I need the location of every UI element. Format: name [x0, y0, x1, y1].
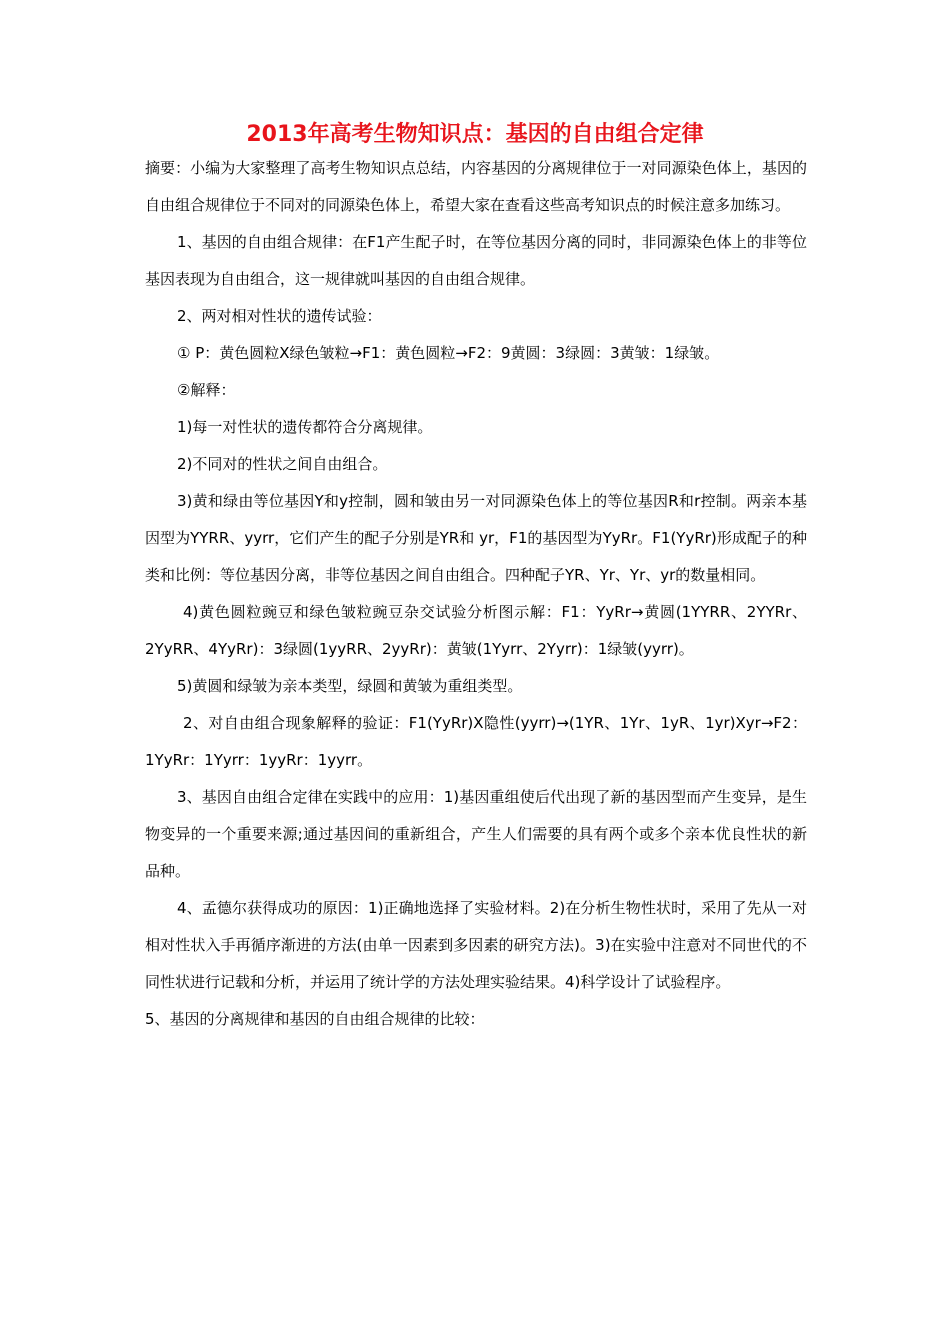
paragraph-explanation-4: 4)黄色圆粒豌豆和绿色皱粒豌豆杂交试验分析图示解：F1：YyRr→黄圆(1YYRR、2YYRr、2YyRR、4YyRr)：3绿圆(1yyRR、2yyRr)：黄皱(1Yyrr、2Yyrr)：1绿皱(yyrr)。 [145, 603, 807, 658]
paragraph-explanation-2: 2)不同对的性状之间自由组合。 [177, 455, 388, 473]
paragraph-free-combination-law: 1、基因的自由组合规律：在F1产生配子时，在等位基因分离的同时，非同源染色体上的非等位基因表现为自由组合，这一规律就叫基因的自由组合规律。 [145, 233, 807, 288]
paragraph-two-traits-experiment: 2、两对相对性状的遗传试验： [177, 307, 382, 325]
paragraph-explanation-3: 3)黄和绿由等位基因Y和y控制，圆和皱由另一对同源染色体上的等位基因R和r控制。两亲本基因型为YYRR、yyrr，它们产生的配子分别是YR和 yr，F1的基因型为YyRr。F1(YyRr)形成配子的种类和比例：等位基因分离，非等位基因之间自由组合。四种配子YR、Yr、Yr、yr的数量相同。 [145, 492, 807, 584]
paragraph-mendel-success: 4、孟德尔获得成功的原因：1)正确地选择了实验材料。2)在分析生物性状时，采用了先从一对相对性状入手再循序渐进的方法(由单一因素到多因素的研究方法)。3)在实验中注意对不同世代的不同性状进行记载和分析，并运用了统计学的方法处理实验结果。4)科学设计了试验程序。 [145, 899, 807, 991]
paragraph-explanation-5: 5)黄圆和绿皱为亲本类型，绿圆和黄皱为重组类型。 [177, 677, 523, 695]
document-body [145, 150, 807, 1038]
paragraph-explanation-heading: ②解释： [177, 381, 236, 399]
paragraph-application: 3、基因自由组合定律在实践中的应用：1)基因重组使后代出现了新的基因型而产生变异，是生物变异的一个重要来源;通过基因间的重新组合，产生人们需要的具有两个或多个亲本优良性状的新品种。 [145, 788, 807, 880]
document-title: 2013年高考生物知识点：基因的自由组合定律 [246, 122, 704, 147]
abstract-paragraph: 摘要：小编为大家整理了高考生物知识点总结，内容基因的分离规律位于一对同源染色体上，基因的自由组合规律位于不同对的同源染色体上，希望大家在查看这些高考知识点的时候注意多加练习。 [145, 159, 807, 214]
paragraph-comparison-heading: 5、基因的分离规律和基因的自由组合规律的比较： [145, 1010, 485, 1028]
paragraph-cross-result: ① P：黄色圆粒X绿色皱粒→F1：黄色圆粒→F2：9黄圆：3绿圆：3黄皱：1绿皱。 [177, 344, 720, 362]
paragraph-explanation-1: 1)每一对性状的遗传都符合分离规律。 [177, 418, 433, 436]
paragraph-verification: 2、对自由组合现象解释的验证：F1(YyRr)X隐性(yyrr)→(1YR、1Yr、1yR、1yr)Xyr→F2：1YyRr：1Yyrr：1yyRr：1yyrr。 [145, 714, 807, 769]
